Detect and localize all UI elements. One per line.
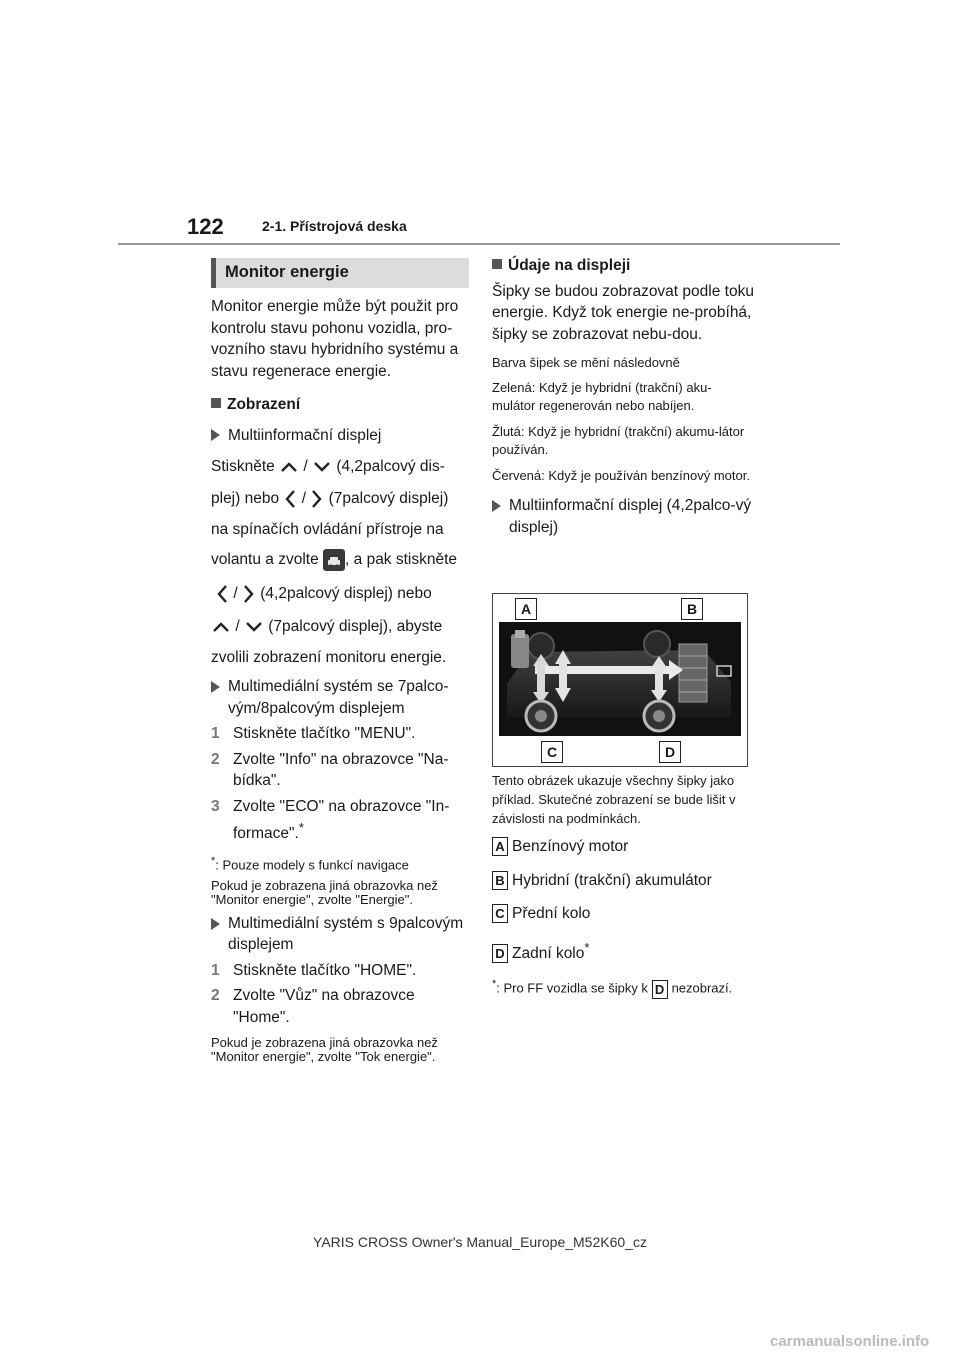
slash-text: / (303, 458, 308, 475)
mm9-heading-row (211, 913, 473, 956)
ff-note-key: D (652, 980, 668, 999)
page-footer: YARIS CROSS Owner's Manual_Europe_M52K60_cz (313, 1234, 647, 1250)
color-intro: Barva šipek se mění následovně (492, 355, 680, 370)
left-column (211, 296, 473, 1064)
triangle-bullet-icon (211, 681, 220, 693)
mid-heading: Multiinformační displej (228, 426, 382, 444)
figure-label-d: D (659, 741, 681, 763)
triangle-bullet-icon (492, 500, 501, 512)
press-tail-text: (4,2palcový dis- (336, 458, 445, 475)
legend-key: D (492, 944, 508, 963)
chevron-right-icon (242, 583, 256, 605)
legend-item: D Zadní kolo* (492, 937, 754, 965)
triangle-bullet-icon (211, 918, 220, 930)
figure-caption: Tento obrázek ukazuje všechny šipky jako příklad. Skutečné zobrazení se bude lišit v závislosti na podmínkách. (492, 773, 736, 826)
step-item: 1 Stiskněte tlačítko "HOME". (211, 961, 417, 979)
press-line-a (211, 456, 473, 478)
chevron-up-icon (211, 621, 231, 633)
figure-caption-block (492, 771, 754, 999)
legend-item: C Přední kolo (492, 903, 754, 925)
step-item: 2 Zvolte "Vůz" na obrazovce "Home". (211, 987, 415, 1026)
press-line-g: zvolili zobrazení monitoru energie. (211, 648, 447, 666)
press-line-c: na spínačích ovládání přístroje na (211, 520, 444, 538)
car-settings-icon (323, 549, 345, 571)
slash-text: / (233, 585, 238, 603)
press-f-tail-text: (7palcový displej), abyste (268, 618, 443, 635)
press-d-text: volantu a zvolte (211, 551, 319, 569)
energy-flow-illustration (499, 622, 741, 736)
square-bullet-icon (211, 398, 221, 408)
yellow-text: Žlutá: Když je hybridní (trakční) akumu-látor používán. (492, 424, 745, 457)
figure-label-a: A (515, 598, 537, 620)
press-line-f (211, 616, 473, 638)
slash-text: / (235, 618, 240, 635)
figure-label-c: C (541, 741, 563, 763)
footnote-mark: * (211, 854, 216, 867)
square-bullet-icon (492, 259, 502, 269)
step-item: 1 Stiskněte tlačítko "MENU". (211, 725, 416, 742)
step-item: 3 Zvolte "ECO" na obrazovce "In-formace".* (211, 797, 450, 843)
chevron-right-icon (310, 488, 324, 510)
right-heading-row (492, 255, 754, 277)
chevron-left-icon (215, 583, 229, 605)
press-e-tail-text: (4,2palcový displej) nebo (260, 585, 432, 603)
footnote-mark: * (492, 978, 497, 991)
header-rule (118, 243, 840, 245)
energy-monitor-figure (492, 593, 748, 767)
chevron-down-icon (244, 621, 264, 633)
mm7-heading-row (211, 676, 473, 719)
energy-display-screen (499, 622, 741, 736)
section-heading: Monitor energie (211, 258, 469, 288)
display-heading-row (211, 394, 473, 416)
page-number: 122 (187, 214, 224, 239)
green-text: Zelená: Když je hybridní (trakční) aku-mulátor regenerován nebo nabíjen. (492, 380, 712, 413)
triangle-bullet-icon (211, 429, 220, 441)
mm9-steps (211, 960, 473, 1029)
mid42-heading-row (492, 495, 754, 538)
mid42-heading: Multiinformační displej (4,2palco-vý displej) (509, 497, 752, 536)
footnote-mark: * (584, 939, 590, 955)
press-text: Stiskněte (211, 458, 275, 475)
step-item: 2 Zvolte "Info" na obrazovce "Na-bídka". (211, 750, 449, 789)
note-other-2: Pokud je zobrazena jiná obrazovka než "Monitor energie", zvolte "Tok energie". (211, 1035, 438, 1065)
press-b-text: plej) nebo (211, 489, 280, 507)
mm9-heading: Multimediální systém s 9palcovým displejem (228, 914, 464, 954)
footnote-mark: * (298, 820, 304, 835)
right-intro: Šipky se budou zobrazovat podle toku energie. Když tok energie ne-probíhá, šipky se zobrazovat nebu-dou. (492, 282, 754, 343)
mm7-heading: Multimediální systém se 7palco-vým/8palcovým displejem (228, 678, 449, 717)
watermark: carmanualsonline.info (770, 1333, 930, 1350)
press-line-e (211, 583, 473, 605)
slash-text: / (301, 489, 307, 507)
ff-note: *: Pro FF vozidla se šipky k D nezobrazí. (492, 978, 733, 997)
press-d-tail-text: , a pak stiskněte (345, 551, 458, 569)
press-line-b (211, 488, 473, 510)
note-nav: *: Pouze modely s funkcí navigace (211, 854, 409, 872)
chevron-up-icon (279, 461, 299, 473)
legend-item: A Benzínový motor (492, 836, 754, 858)
mid-heading-row (211, 425, 473, 447)
legend-key: C (492, 904, 508, 923)
display-heading: Zobrazení (227, 396, 301, 413)
legend-key: B (492, 871, 508, 890)
legend-list (492, 836, 754, 964)
right-heading: Údaje na displeji (508, 257, 631, 274)
chevron-down-icon (312, 461, 332, 473)
press-b-tail-text: (7palcový displej) (328, 489, 449, 507)
note-other-1: Pokud je zobrazena jiná obrazovka než "Monitor energie", zvolte "Energie". (211, 877, 438, 907)
chevron-left-icon (283, 488, 297, 510)
press-line-d (211, 549, 473, 571)
red-text: Červená: Když je používán benzínový motor. (492, 468, 750, 483)
right-column (492, 255, 754, 538)
legend-key: A (492, 837, 508, 856)
intro-text: Monitor energie může být použit pro kontrolu stavu pohonu vozidla, pro-vozního stavu hybridního systému a stavu regenerace energie. (211, 298, 459, 380)
section-title: 2-1. Přístrojová deska (262, 218, 407, 234)
figure-label-b: B (681, 598, 703, 620)
mm7-steps (211, 723, 473, 845)
legend-item: B Hybridní (trakční) akumulátor (492, 870, 754, 892)
